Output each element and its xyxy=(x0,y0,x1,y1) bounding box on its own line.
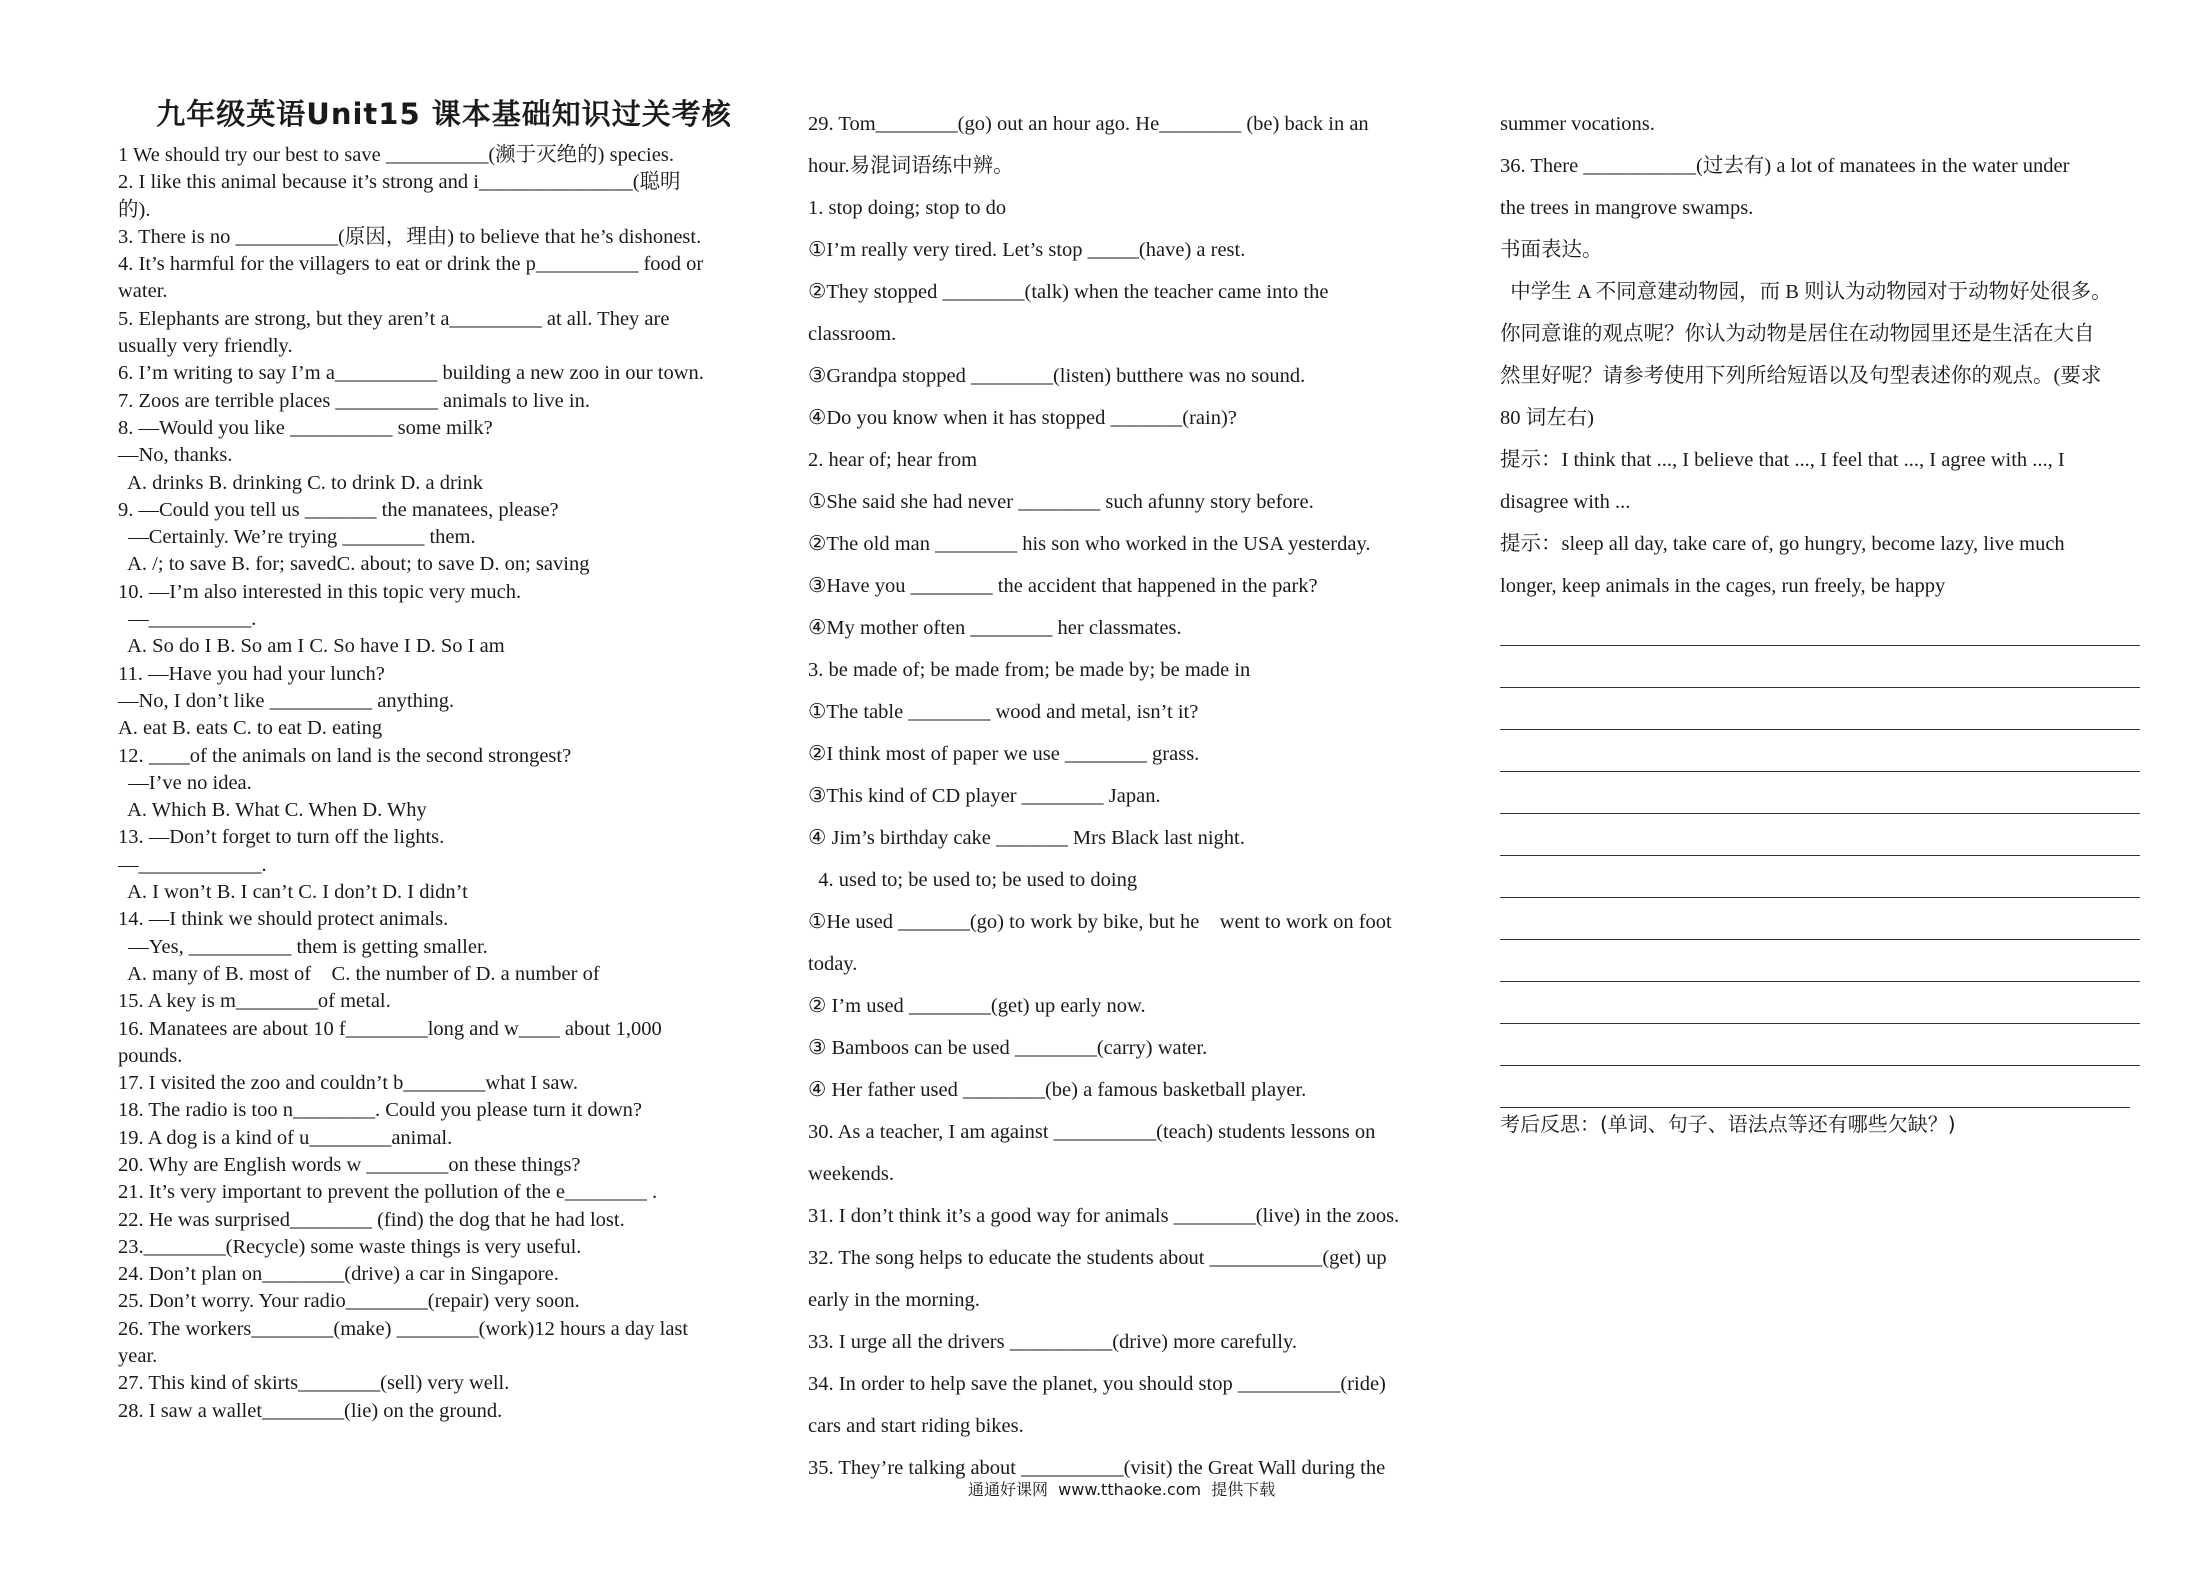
text-line: —Certainly. We’re trying ________ them. xyxy=(118,526,476,549)
text-line: ③ Bamboos can be used ________(carry) water. xyxy=(808,1037,1208,1059)
text-line: 80 词左右) xyxy=(1500,407,1594,429)
text-line: 36. There ___________(过去有) a lot of manatees in the water under xyxy=(1500,155,2070,177)
text-line: ①I’m really very tired. Let’s stop _____(have) a rest. xyxy=(808,239,1246,261)
text-line: 8. —Would you like __________ some milk? xyxy=(118,416,493,439)
text-line: 18. The radio is too n________. Could you please turn it down? xyxy=(118,1099,643,1122)
text-line: 9. —Could you tell us _______ the manatees, please? xyxy=(118,498,559,521)
reflection-note: 考后反思：(单词、句子、语法点等还有哪些欠缺？) xyxy=(1500,1112,1956,1136)
writing-line xyxy=(1500,814,2140,856)
text-line: 5. Elephants are strong, but they aren’t a_________ at all. They are xyxy=(118,307,670,330)
text-line: early in the morning. xyxy=(808,1289,980,1311)
text-line: —I’ve no idea. xyxy=(118,771,252,794)
text-line: ②I think most of paper we use ________ grass. xyxy=(808,743,1200,765)
text-line: ③Have you ________ the accident that happened in the park? xyxy=(808,575,1318,597)
text-line: 15. A key is m________of metal. xyxy=(118,990,391,1013)
text-line: ①The table ________ wood and metal, isn’t it? xyxy=(808,701,1199,723)
page-title: 九年级英语Unit15 课本基础知识过关考核 xyxy=(156,97,732,131)
writing-line xyxy=(1500,772,2140,814)
writing-task xyxy=(1500,103,2150,607)
writing-line xyxy=(1500,604,2140,646)
text-line: 3. be made of; be made from; be made by; be made in xyxy=(808,659,1251,681)
text-line: ②The old man ________ his son who worked in the USA yesterday. xyxy=(808,533,1371,555)
text-line: longer, keep animals in the cages, run freely, be happy xyxy=(1500,575,1946,597)
text-line: 2. hear of; hear from xyxy=(808,449,978,471)
text-line: the trees in mangrove swamps. xyxy=(1500,197,1754,219)
text-line: hour.易混词语练中辨。 xyxy=(808,155,1014,177)
text-line: classroom. xyxy=(808,323,897,345)
text-line: 10. —I’m also interested in this topic very much. xyxy=(118,580,522,603)
text-line: A. /; to save B. for; savedC. about; to save D. on; saving xyxy=(118,553,590,576)
text-line: 中学生 A 不同意建动物园，而 B 则认为动物园对于动物好处很多。 xyxy=(1500,281,2112,303)
writing-lines xyxy=(1500,604,2140,1108)
text-line: 14. —I think we should protect animals. xyxy=(118,908,449,931)
writing-line xyxy=(1500,1024,2140,1066)
text-line: —____________. xyxy=(118,853,267,876)
text-line: 34. In order to help save the planet, you should stop __________(ride) xyxy=(808,1373,1386,1395)
text-line: 1. stop doing; stop to do xyxy=(808,197,1007,219)
text-line: 32. The song helps to educate the students about ___________(get) up xyxy=(808,1247,1387,1269)
text-line: ④ Jim’s birthday cake _______ Mrs Black last night. xyxy=(808,827,1245,849)
writing-line xyxy=(1500,898,2140,940)
text-line: ④Do you know when it has stopped _______(rain)? xyxy=(808,407,1237,429)
text-line: 31. I don’t think it’s a good way for animals ________(live) in the zoos. xyxy=(808,1205,1400,1227)
text-line: 11. —Have you had your lunch? xyxy=(118,662,385,685)
writing-line xyxy=(1500,1066,2130,1108)
text-line: 提示：sleep all day, take care of, go hungry, become lazy, live much xyxy=(1500,533,2065,555)
text-line: —Yes, __________ them is getting smaller. xyxy=(118,935,488,958)
text-line: 26. The workers________(make) ________(work)12 hours a day last xyxy=(118,1317,689,1340)
text-line: 然里好呢？请参考使用下列所给短语以及句型表述你的观点。(要求 xyxy=(1500,365,2102,387)
text-line: ③This kind of CD player ________ Japan. xyxy=(808,785,1161,807)
text-line: ② I’m used ________(get) up early now. xyxy=(808,995,1146,1017)
text-line: 22. He was surprised________ (find) the dog that he had lost. xyxy=(118,1208,625,1231)
text-line: 33. I urge all the drivers __________(drive) more carefully. xyxy=(808,1331,1297,1353)
text-line: 6. I’m writing to say I’m a__________ building a new zoo in our town. xyxy=(118,362,704,385)
text-line: 13. —Don’t forget to turn off the lights. xyxy=(118,826,445,849)
writing-line xyxy=(1500,688,2140,730)
text-line: pounds. xyxy=(118,1044,183,1067)
text-line: A. So do I B. So am I C. So have I D. So I am xyxy=(118,635,505,658)
text-line: A. eat B. eats C. to eat D. eating xyxy=(118,717,383,740)
writing-line xyxy=(1500,730,2140,772)
writing-line xyxy=(1500,646,2140,688)
text-line: 29. Tom________(go) out an hour ago. He________ (be) back in an xyxy=(808,113,1369,135)
text-line: —No, I don’t like __________ anything. xyxy=(118,689,455,712)
text-line: 17. I visited the zoo and couldn’t b________what I saw. xyxy=(118,1072,579,1095)
text-line: 4. It’s harmful for the villagers to eat or drink the p__________ food or xyxy=(118,253,704,276)
text-line: 24. Don’t plan on________(drive) a car in Singapore. xyxy=(118,1263,559,1286)
writing-line xyxy=(1500,940,2140,982)
text-line: 23.________(Recycle) some waste things is very useful. xyxy=(118,1235,582,1258)
text-line: ②They stopped ________(talk) when the teacher came into the xyxy=(808,281,1329,303)
writing-line xyxy=(1500,982,2140,1024)
text-line: 书面表达。 xyxy=(1500,239,1603,261)
text-line: 28. I saw a wallet________(lie) on the ground. xyxy=(118,1399,503,1422)
text-line: 3. There is no __________(原因，理由) to believe that he’s dishonest. xyxy=(118,225,702,248)
text-line: ④My mother often ________ her classmates. xyxy=(808,617,1182,639)
text-line: A. many of B. most of C. the number of D. a number of xyxy=(118,962,600,985)
text-line: water. xyxy=(118,280,168,303)
text-line: cars and start riding bikes. xyxy=(808,1415,1024,1437)
text-line: A. Which B. What C. When D. Why xyxy=(118,799,427,822)
text-line: 的). xyxy=(118,198,151,221)
text-line: 25. Don’t worry. Your radio________(repair) very soon. xyxy=(118,1290,580,1313)
text-line: 20. Why are English words w ________on these things? xyxy=(118,1153,581,1176)
text-line: today. xyxy=(808,953,858,975)
text-line: 30. As a teacher, I am against __________(teach) students lessons on xyxy=(808,1121,1376,1143)
text-line: ③Grandpa stopped ________(listen) butthere was no sound. xyxy=(808,365,1306,387)
question-list-1 xyxy=(118,142,770,1425)
text-line: 16. Manatees are about 10 f________long and w____ about 1,000 xyxy=(118,1017,662,1040)
text-line: 19. A dog is a kind of u________animal. xyxy=(118,1126,453,1149)
text-line: 35. They’re talking about __________(visit) the Great Wall during the xyxy=(808,1457,1386,1479)
text-line: 你同意谁的观点呢？你认为动物是居住在动物园里还是生活在大自 xyxy=(1500,323,2095,345)
text-line: A. I won’t B. I can’t C. I don’t D. I didn’t xyxy=(118,881,468,904)
writing-line xyxy=(1500,856,2140,898)
text-line: disagree with ... xyxy=(1500,491,1631,513)
text-line: —__________. xyxy=(118,608,257,631)
text-line: 2. I like this animal because it’s strong and i_______________(聪明 xyxy=(118,171,681,194)
question-list-2 xyxy=(808,103,1458,1489)
page-footer: 通通好课网 www.tthaoke.com 提供下载 xyxy=(968,1480,1276,1499)
text-line: weekends. xyxy=(808,1163,894,1185)
text-line: ④ Her father used ________(be) a famous basketball player. xyxy=(808,1079,1307,1101)
text-line: ①He used _______(go) to work by bike, but he went to work on foot xyxy=(808,911,1392,933)
text-line: 27. This kind of skirts________(sell) very well. xyxy=(118,1372,510,1395)
text-line: summer vocations. xyxy=(1500,113,1655,135)
text-line: —No, thanks. xyxy=(118,444,233,467)
text-line: A. drinks B. drinking C. to drink D. a drink xyxy=(118,471,484,494)
text-line: 7. Zoos are terrible places __________ animals to live in. xyxy=(118,389,590,412)
text-line: usually very friendly. xyxy=(118,335,293,358)
text-line: 21. It’s very important to prevent the pollution of the e________ . xyxy=(118,1181,658,1204)
text-line: 12. ____of the animals on land is the second strongest? xyxy=(118,744,572,767)
text-line: ①She said she had never ________ such afunny story before. xyxy=(808,491,1314,513)
text-line: 1 We should try our best to save __________(濒于灭绝的) species. xyxy=(118,144,674,166)
text-line: 提示：I think that ..., I believe that ..., I feel that ..., I agree with ..., I xyxy=(1500,449,2065,471)
text-line: 4. used to; be used to; be used to doing xyxy=(808,869,1138,891)
text-line: year. xyxy=(118,1345,158,1368)
